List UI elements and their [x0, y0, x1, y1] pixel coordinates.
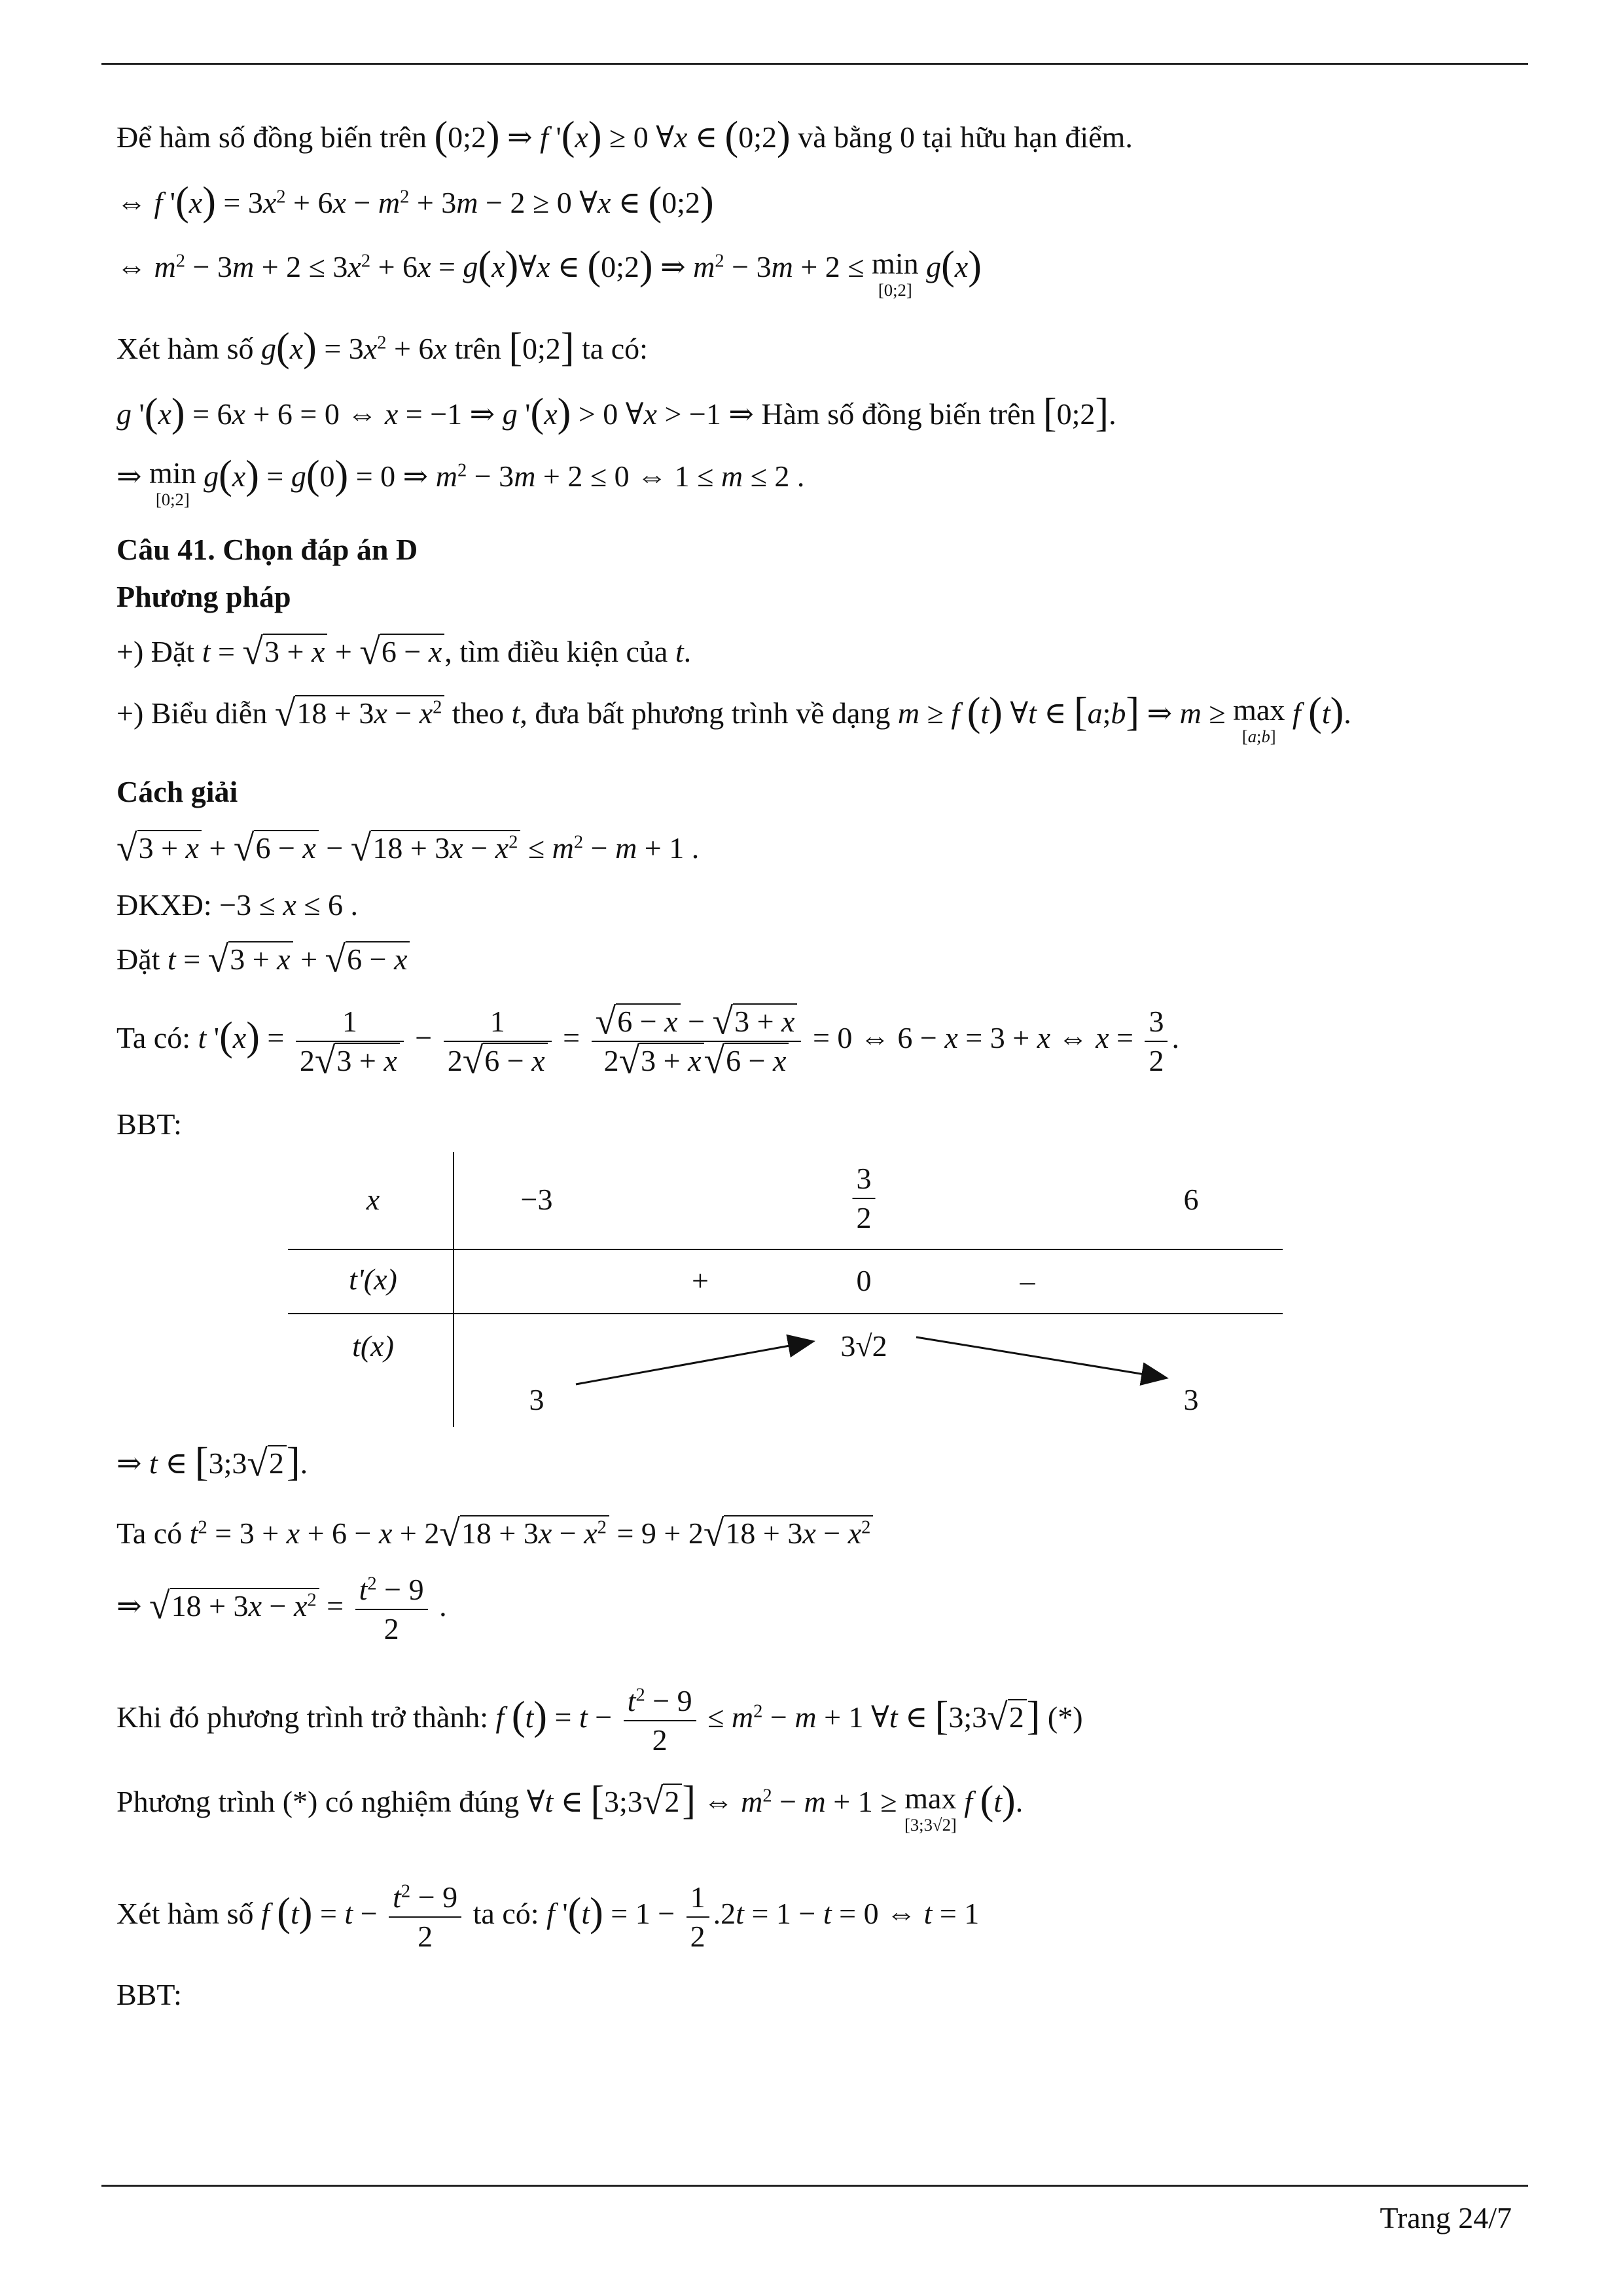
cach-giai-heading: Cách giải: [116, 775, 238, 808]
arrow-decreasing: [916, 1337, 1165, 1378]
t-right-value: 3: [1183, 1383, 1199, 1416]
phuong-phap-heading: Phương pháp: [116, 580, 291, 613]
line-inequality: $√3 + x + √6 - x - √18 + 3x - x^2 \le m^2 - m + 1$ .: [116, 827, 700, 869]
bbt-label-1: BBT:: [116, 1107, 182, 1141]
x-left-value: −3: [520, 1183, 553, 1216]
line-g-prime: g '(x) = 6x + 6 = 0 ⇔ x = −1 ⇒ g '(x) > 0 ∀x > −1 ⇒ Hàm số đồng biến trên [0;2].: [116, 391, 1116, 436]
line-t-prime: Ta có: t '(x) = $\frac{1}{2√3 + x}$ − $\frac{1}{2√6 - x}$ = $\frac{√6 - x - √3 + x}{2√3 + x√6 - x}$ = 0 ⇔ 6 − x = 3 + x ⇔ x = $\frac{3}{2}$ .: [116, 1001, 1179, 1081]
x-mid-value: $\frac{3}{2}$: [853, 1160, 876, 1236]
line-xet-f: Xét hàm số f (t) = t − $\frac{t^2 - 9}{2}$ ta có: f '(t) = 1 − $\frac{1}{2}$ .2t = 1 − t = 0 ⇔ t = 1: [116, 1878, 979, 1955]
table-header-t-prime: t'(x): [349, 1263, 397, 1296]
t-left-value: 3: [529, 1383, 544, 1416]
arrow-increasing: [576, 1342, 812, 1384]
line-xet-g: Xét hàm số $g(x) = 3x^2 + 6x$ trên [0;2] ta có:: [116, 325, 648, 370]
line-intro: Để hàm số đồng biến trên (0;2) ⇒ f '(x) ≥ 0 ∀x ∈ (0;2) và bằng 0 tại hữu hạn điểm.: [116, 114, 1133, 159]
bottom-rule: [101, 2185, 1528, 2187]
sign-minus: –: [1020, 1264, 1035, 1297]
variation-table: [288, 1152, 1283, 1427]
line-dkxd: ĐKXĐ: −3 ≤ x ≤ 6 .: [116, 888, 359, 922]
line-t-squared: Ta có $t^2 = 3 + x + 6 - x + 2√18 + 3x - x^2 = 9 + 2√18 + 3x - x^2$: [116, 1515, 873, 1551]
table-header-t: t(x): [352, 1329, 394, 1363]
bbt-label-2: BBT:: [116, 1978, 182, 2011]
page-footer: Trang 24/7: [1380, 2201, 1512, 2234]
line-khi-do: Khi đó phương trình trở thành: f (t) = t − $\frac{t^2 - 9}{2}$ ≤ $m^2 - m + 1$ ∀t ∈ [3;3√2] (*): [116, 1682, 1083, 1759]
line-min-cond: ⇔ $m^2 - 3m + 2 \le 3x^2 + 6x$ = g(x)∀x ∈ (0;2) ⇒ $m^2 - 3m + 2$ ≤ min [0;2] g(x): [116, 243, 982, 300]
question-41-heading: Câu 41. Chọn đáp án D: [116, 533, 418, 566]
sign-plus: +: [692, 1264, 709, 1297]
line-derivative-cond: ⇔ f '$(x) = 3x^2 + 6x - m^2 + 3m - 2 \ge 0$ ∀x ∈ (0;2): [116, 179, 714, 224]
line-dat-t2: Đặt t = √3 + x + √6 − x: [116, 941, 410, 977]
derivative-zero: 0: [856, 1264, 872, 1297]
line-min-g: ⇒ min [0;2] g(x) = g(0) = 0 ⇒ $m^2 - 3m + 2 \le 0$ ⇔ 1 ≤ m ≤ 2 .: [116, 453, 805, 509]
line-pt-star: Phương trình (*) có nghiệm đúng ∀t ∈ [3;3√2] ⇔ $m^2 - m + 1$ ≥ max [3;3√2] f (t).: [116, 1778, 1024, 1835]
line-sqrt-expression: ⇒ $√18 + 3x - x^2$ = $\frac{t^2 - 9}{2}$ .: [116, 1571, 447, 1647]
line-t-range: ⇒ t ∈ [3;3√2].: [116, 1440, 308, 1485]
x-right-value: 6: [1183, 1183, 1199, 1216]
table-header-x: x: [366, 1183, 380, 1216]
t-max-value: 3√2: [840, 1329, 887, 1363]
line-bieu-dien: +) Biểu diễn $√18 + 3x - x^2$ theo t, đưa bất phương trình về dạng m ≥ f (t) ∀t ∈ [a;b] ⇒ m ≥ max [a;b] f (t).: [116, 690, 1351, 746]
line-dat-t: +) Đặt t = √3 + x + √6 − x, tìm điều kiện của t.: [116, 631, 692, 673]
variation-arrows: [288, 1152, 1283, 1427]
top-rule: [101, 63, 1528, 65]
